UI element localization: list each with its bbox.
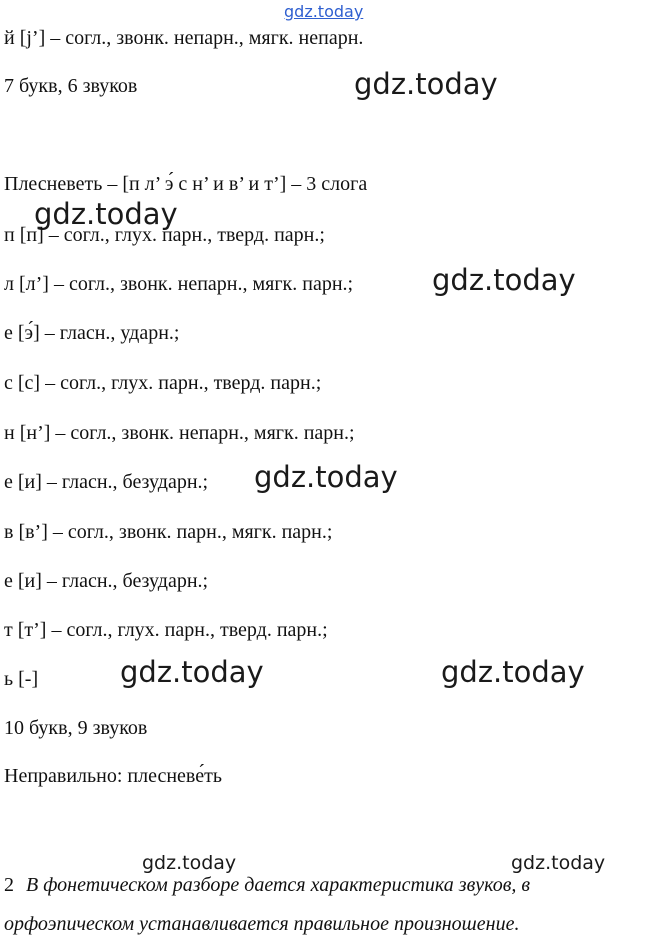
text-line: н [н’] – согл., звонк. непарн., мягк. парн.;	[4, 422, 355, 444]
text-line: е [и] – гласн., безударн.;	[4, 471, 209, 493]
watermark: gdz.today	[432, 263, 576, 297]
text-line: 7 букв, 6 звуков	[4, 75, 138, 97]
watermark: gdz.today	[120, 655, 264, 689]
watermark: gdz.today	[354, 67, 498, 101]
task-answer-line: орфоэпическом устанавливается правильное произношение.	[4, 913, 520, 935]
task-number: 2	[4, 874, 14, 896]
watermark: gdz.today	[34, 197, 178, 231]
text-line: е [э́] – гласн., ударн.;	[4, 322, 180, 344]
watermark: gdz.today	[511, 852, 606, 874]
watermark-top: gdz.today	[284, 2, 364, 21]
text-line: 10 букв, 9 звуков	[4, 717, 148, 739]
watermark: gdz.today	[254, 460, 398, 494]
text-line: с [с] – согл., глух. парн., тверд. парн.;	[4, 372, 322, 394]
text-line: й [j’] – согл., звонк. непарн., мягк. непарн.	[4, 27, 364, 49]
text-line: п [п] – согл., глух. парн., тверд. парн.;	[4, 224, 325, 246]
text-line: е [и] – гласн., безударн.;	[4, 570, 209, 592]
text-line: т [т’] – согл., глух. парн., тверд. парн.;	[4, 619, 328, 641]
task-answer-line: В фонетическом разборе дается характеристика звуков, в	[26, 874, 531, 896]
watermark: gdz.today	[441, 655, 585, 689]
text-line: л [л’] – согл., звонк. непарн., мягк. парн.;	[4, 273, 354, 295]
watermark: gdz.today	[142, 852, 237, 874]
text-line: Неправильно: плесневе́ть	[4, 765, 222, 787]
text-line: в [в’] – согл., звонк. парн., мягк. парн.;	[4, 521, 333, 543]
text-line: ь [-]	[4, 668, 39, 690]
text-line: Плесневеть – [п л’ э́ с н’ и в’ и т’] – 3 слога	[4, 173, 368, 195]
